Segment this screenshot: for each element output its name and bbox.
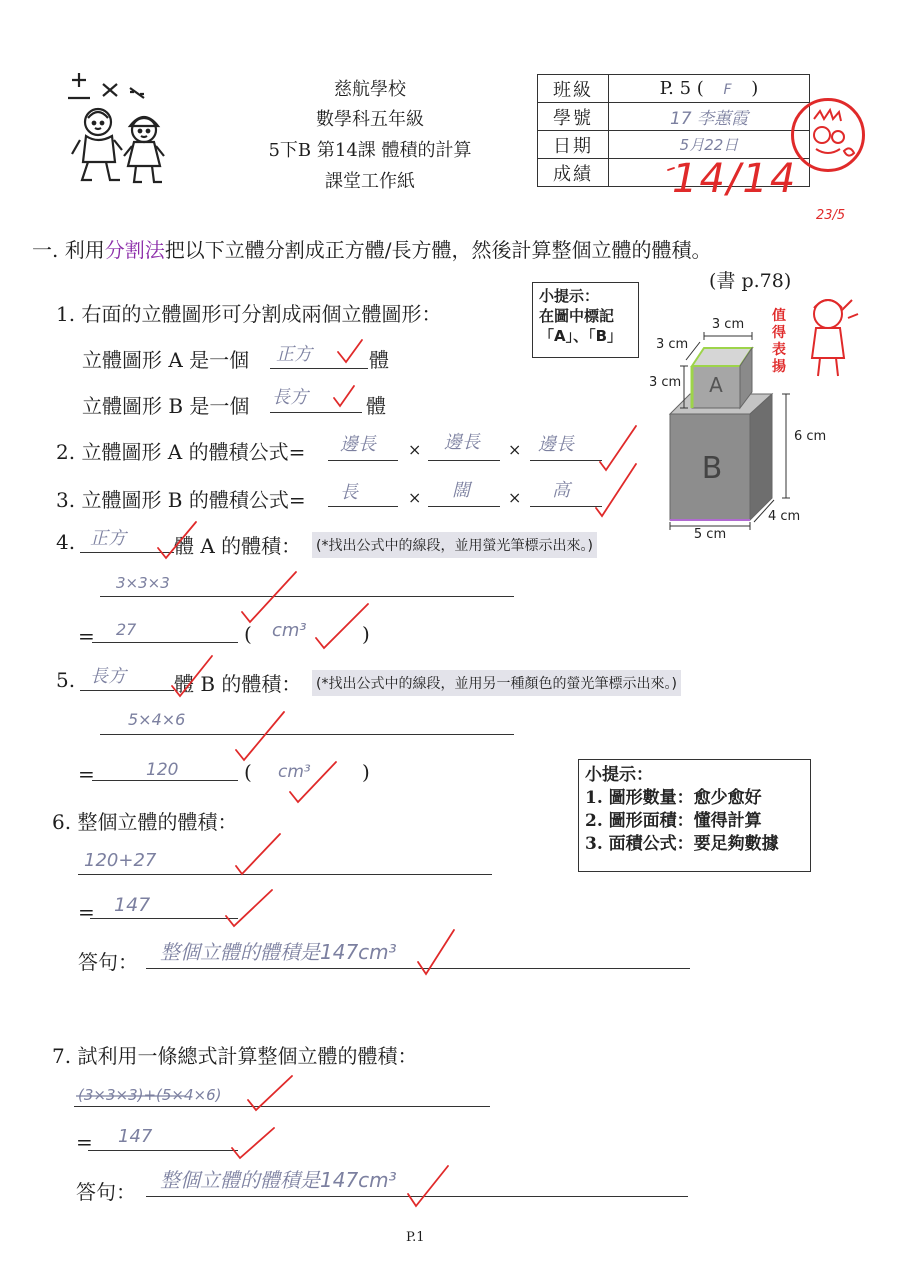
q4-shape-answer[interactable]: 正方 <box>90 528 126 549</box>
school-name: 慈航學校 <box>334 79 406 100</box>
student-no-value[interactable] <box>609 103 810 131</box>
q3-question: 3. 立體圖形 B 的體積公式= <box>56 488 306 512</box>
student-no-handwriting: 17 李蕙霞 <box>669 109 749 129</box>
q4-paren-open: ( <box>244 622 252 646</box>
praise-stamp <box>770 290 870 390</box>
worksheet-title: 課堂工作紙 <box>325 171 415 192</box>
q7-result[interactable]: 147 <box>118 1126 153 1147</box>
q5-paren-open: ( <box>244 760 252 784</box>
q7-working[interactable]: (3×3×3)+(5×4×6) <box>78 1086 222 1104</box>
q2-times2: × <box>508 440 522 459</box>
q5-result[interactable]: 120 <box>146 760 179 780</box>
subject-title: 數學科五年級 <box>316 109 424 130</box>
dim-height-b: 6 cm <box>794 429 827 444</box>
q4-equals: = <box>78 624 95 648</box>
q5-equals: = <box>78 762 95 786</box>
dim-width-b: 5 cm <box>693 527 727 542</box>
q5-number: 5. <box>56 668 76 692</box>
q2-factor1[interactable]: 邊長 <box>340 434 376 455</box>
q5-question: 體 B 的體積： <box>174 672 302 696</box>
hint-box-label-ab <box>532 282 639 358</box>
hint1-line1: 在圖中標記 <box>539 307 615 325</box>
q4-note: (*找出公式中的線段，並用螢光筆標示出來。) <box>312 532 597 558</box>
tick-q6-result <box>226 890 272 926</box>
tick-q4-unit <box>316 604 368 648</box>
tick-q6-work <box>236 834 280 874</box>
section-keyword: 分割法 <box>104 238 165 262</box>
q7-answer[interactable]: 整個立體的體積是147cm³ <box>160 1168 397 1192</box>
q5-unit[interactable]: cm³ <box>278 762 311 782</box>
q2-question: 2. 立體圖形 A 的體積公式= <box>56 440 306 464</box>
hint2-item-2: 2. 圖形面積：懂得計算 <box>585 811 762 831</box>
date-handwriting: 5月22日 <box>679 136 739 154</box>
tick-q1a <box>338 340 362 362</box>
q3-times1: × <box>408 488 422 507</box>
q1a-prefix: 立體圖形 A 是一個 <box>82 348 250 372</box>
section-suffix: 把以下立體分割成正方體/長方體，然後計算整個立體的體積。 <box>164 238 712 262</box>
q1b-suffix: 體 <box>366 394 386 418</box>
kids-math-clipart-icon <box>58 70 178 195</box>
page-number: P.1 <box>406 1230 425 1245</box>
q1a-suffix: 體 <box>369 348 389 372</box>
q4-result[interactable]: 27 <box>116 620 137 639</box>
q6-result[interactable]: 147 <box>114 894 151 916</box>
hint-box-tips <box>578 759 811 872</box>
tick-q7-result <box>232 1128 274 1158</box>
label-b: B <box>701 451 723 486</box>
q1a-answer[interactable]: 正方 <box>276 344 312 365</box>
tick-q5-work <box>236 712 284 760</box>
teacher-stamp-icon <box>791 98 865 172</box>
q3-times2: × <box>508 488 522 507</box>
hint2-item-1: 1. 圖形數量：愈少愈好 <box>585 788 762 808</box>
q6-answer[interactable]: 整個立體的體積是147cm³ <box>160 940 397 964</box>
q7-question: 7. 試利用一條總式計算整個立體的體積： <box>52 1044 418 1068</box>
date-label: 日期 <box>538 131 609 159</box>
q6-equals: = <box>78 900 95 924</box>
praise-stamp-text: 值得表揚 <box>772 308 786 375</box>
q3-factor2[interactable]: 闊 <box>452 480 470 501</box>
section-heading <box>32 234 711 263</box>
q7-equals: = <box>76 1130 93 1154</box>
q5-shape-answer[interactable]: 長方 <box>90 666 126 687</box>
date-row <box>538 131 810 159</box>
label-a: A <box>709 373 723 397</box>
q6-question: 6. 整個立體的體積： <box>52 810 238 834</box>
q6-answer-label: 答句： <box>78 950 138 974</box>
hint2-title: 小提示： <box>585 765 653 785</box>
class-value[interactable] <box>609 75 810 103</box>
hint2-item-3: 3. 面積公式：要足夠數據 <box>585 834 779 854</box>
student-no-row <box>538 103 810 131</box>
q3-factor3[interactable]: 高 <box>552 480 570 501</box>
lesson-title: 5下B 第14課 體積的計算 <box>268 140 472 161</box>
q2-times1: × <box>408 440 422 459</box>
student-no-label: 學號 <box>538 103 609 131</box>
grade-date: 23/5 <box>816 208 846 223</box>
dim-height-a: 3 cm <box>649 375 682 390</box>
dim-depth-a: 3 cm <box>656 337 689 352</box>
q6-working[interactable]: 120+27 <box>84 850 157 871</box>
q5-paren-close: ) <box>362 760 370 784</box>
q2-factor2[interactable]: 邊長 <box>444 432 480 453</box>
tick-q3 <box>596 464 636 516</box>
q7-answer-label: 答句： <box>76 1180 136 1204</box>
date-value[interactable] <box>609 131 810 159</box>
q4-unit[interactable]: cm³ <box>272 620 307 641</box>
book-reference: (書 p.78) <box>709 270 792 292</box>
dim-depth-b: 4 cm <box>768 509 801 524</box>
q3-factor1[interactable]: 長 <box>340 482 358 503</box>
q4-working[interactable]: 3×3×3 <box>116 574 170 592</box>
class-row <box>538 75 810 103</box>
tick-q7-work <box>248 1076 292 1110</box>
q1b-prefix: 立體圖形 B 是一個 <box>82 394 250 418</box>
hint1-title: 小提示： <box>539 287 600 305</box>
q5-working[interactable]: 5×4×6 <box>128 710 186 729</box>
class-letter: F <box>723 82 732 98</box>
grade-score: 14/14 <box>672 156 798 202</box>
cuboid-b-side <box>750 394 772 520</box>
section-prefix: 一. 利用 <box>32 238 105 262</box>
q1-question: 1. 右面的立體圖形可分割成兩個立體圖形： <box>56 302 442 326</box>
dim-top: 3 cm <box>711 317 745 332</box>
grade-label: 成績 <box>538 159 609 187</box>
q5-note: (*找出公式中的線段，並用另一種顏色的螢光筆標示出來。) <box>312 670 681 696</box>
q1b-answer[interactable]: 長方 <box>272 387 308 408</box>
tick-q1b <box>334 386 354 406</box>
class-suffix: ) <box>751 78 759 99</box>
hint1-line2: 「A」、「B」 <box>539 327 623 345</box>
q4-paren-close: ) <box>362 622 370 646</box>
q2-factor3[interactable]: 邊長 <box>538 434 574 455</box>
class-label: 班級 <box>538 75 609 103</box>
tick-q4-work <box>242 572 296 622</box>
q4-number: 4. <box>56 530 76 554</box>
q4-question: 體 A 的體積： <box>174 534 302 558</box>
tick-q7-answer <box>408 1166 448 1206</box>
tick-q2 <box>600 426 636 470</box>
class-prefix: P. 5 ( <box>659 78 704 99</box>
